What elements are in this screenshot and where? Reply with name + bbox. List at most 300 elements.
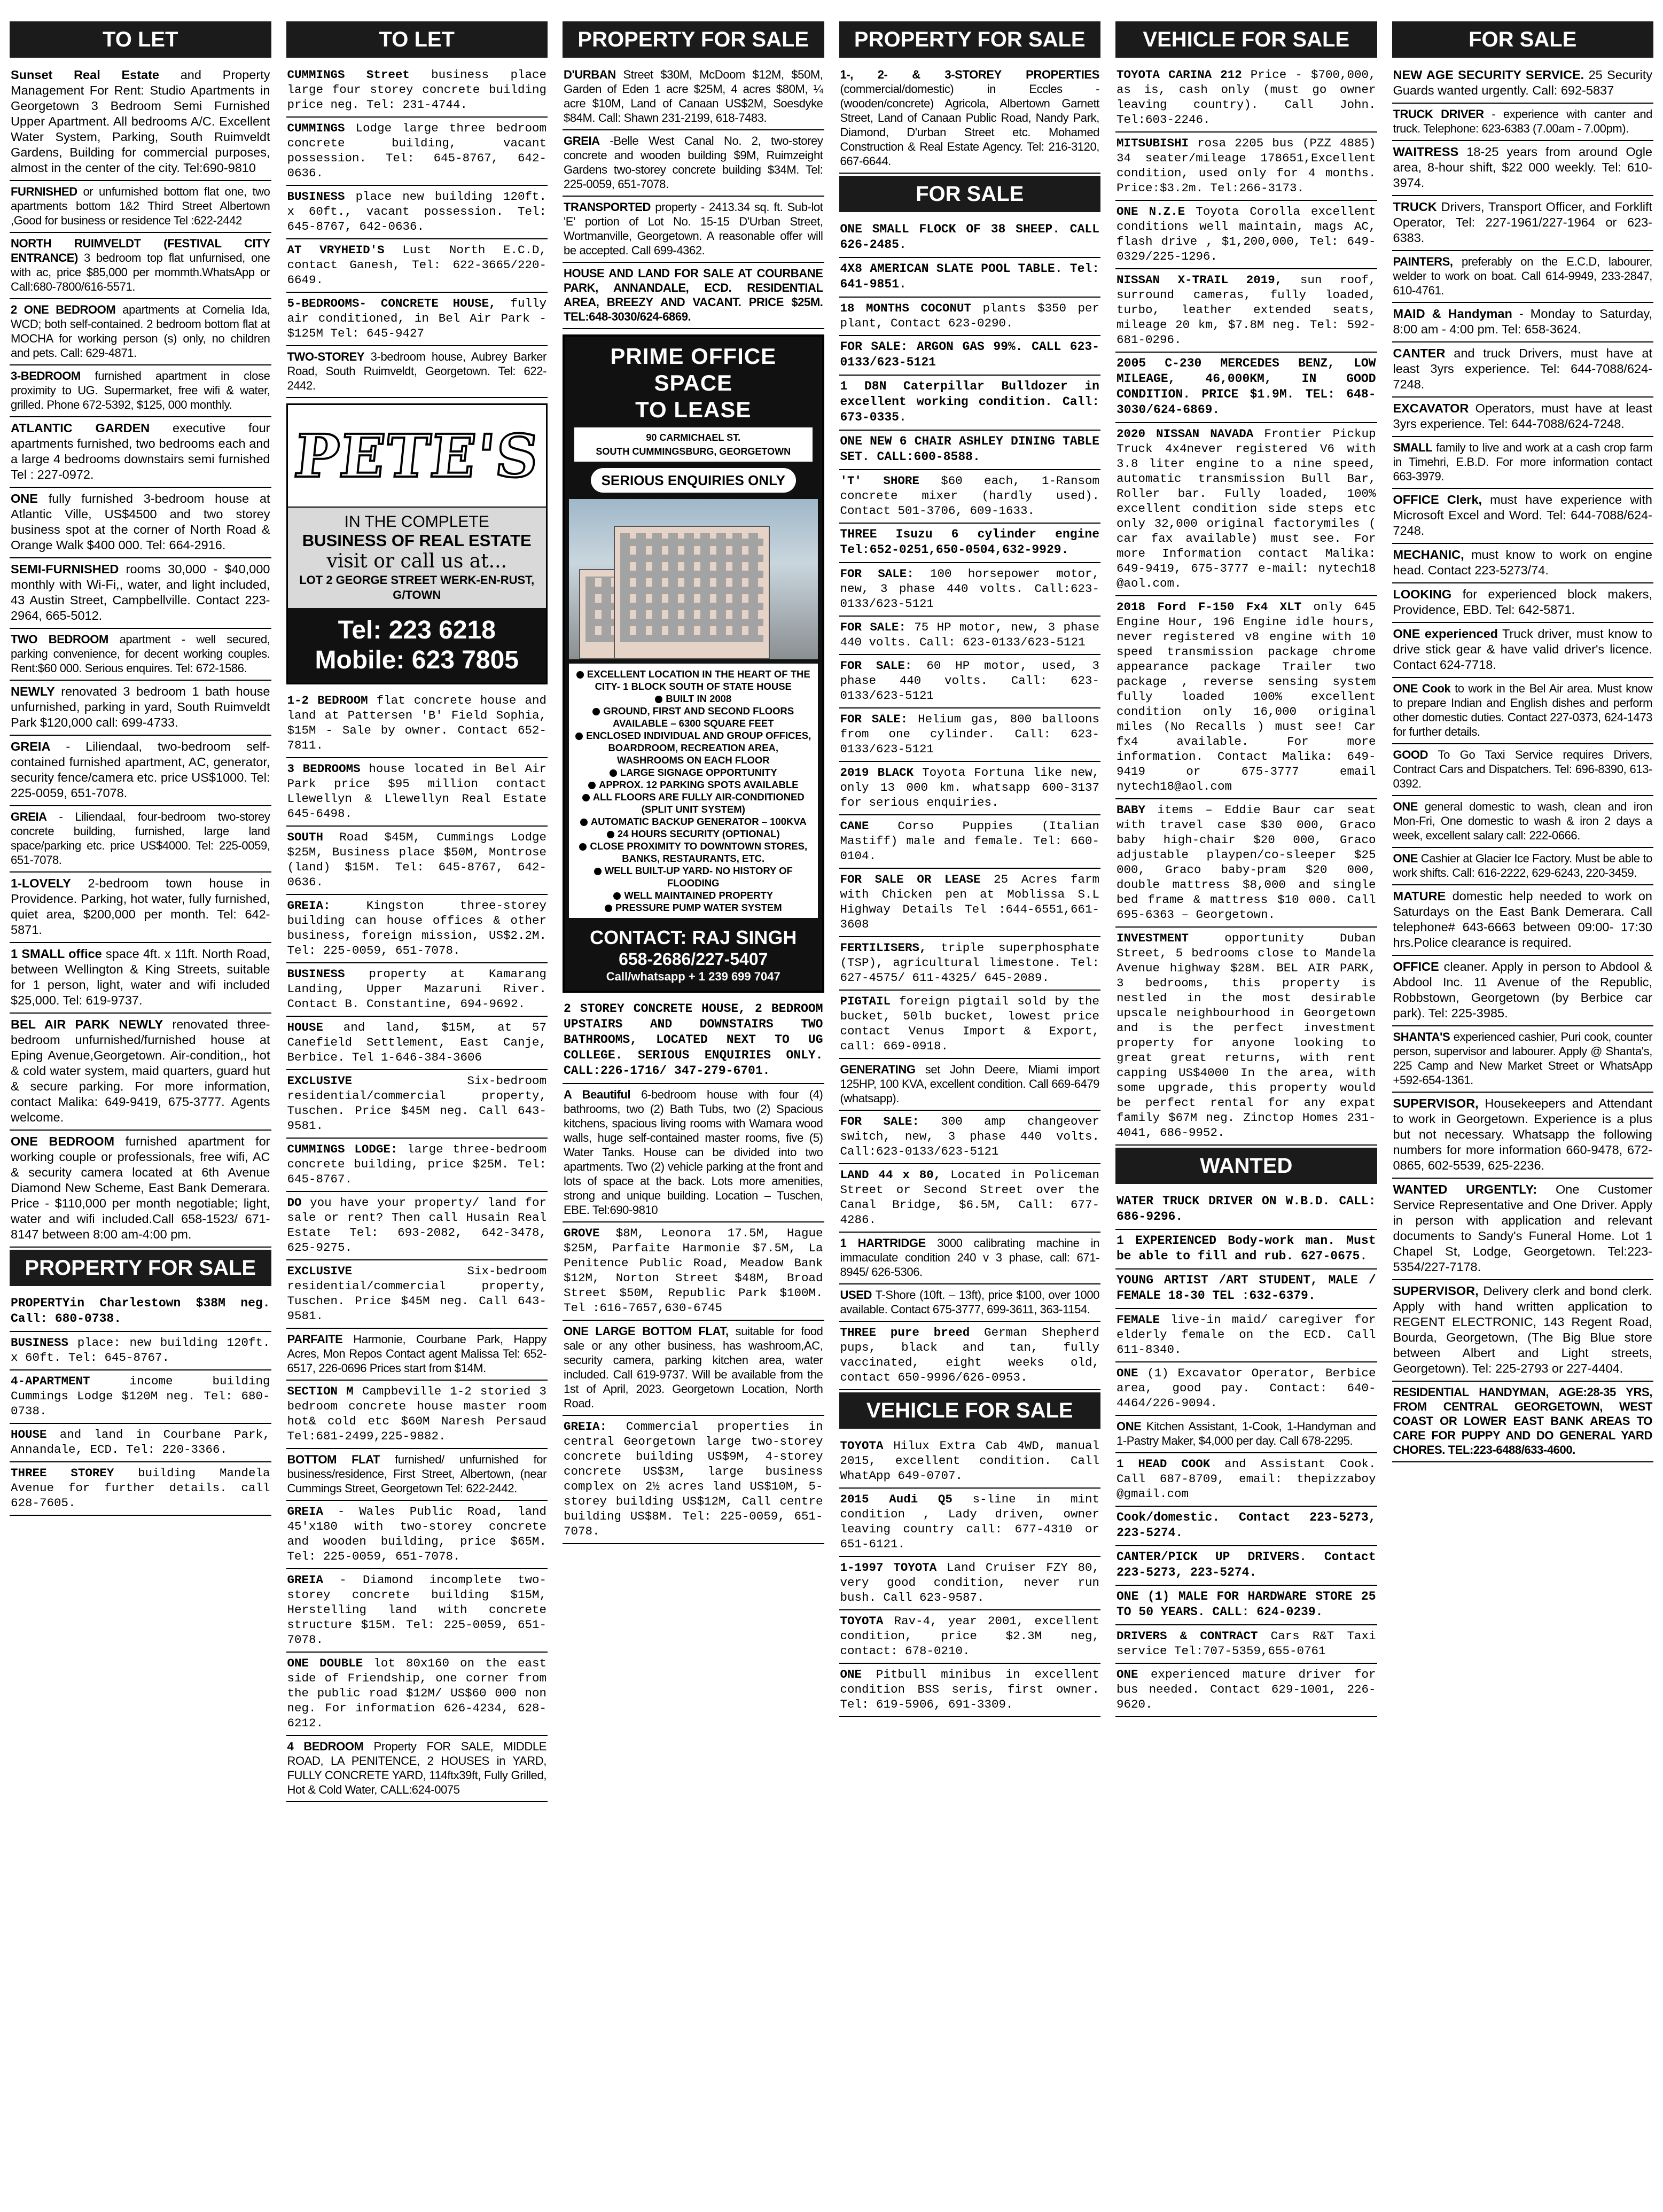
ad-body: property at Kamarang Landing, Upper Mazaruni River. Contact B. Constantine, 694-9692. xyxy=(287,967,546,1011)
ad-body: Lust North E.C.D, contact Ganesh, Tel: 622-3665/220-6649. xyxy=(287,243,546,287)
ad-headline: PROPERTYin xyxy=(11,1296,85,1310)
ad-body: Toyota Corolla excellent conditions well maintain, mags AC, flash drive , $1,200,000, Tel: 649-0329/225-1296. xyxy=(1117,205,1376,263)
bullet-icon xyxy=(575,733,583,740)
ad-headline: ONE SMALL FLOCK OF 38 SHEEP. CALL 626-2485. xyxy=(840,222,1099,252)
office-address xyxy=(574,427,813,462)
classified-ad xyxy=(839,524,1101,563)
ad-body: business place large four storey concrete building price neg. Tel: 231-4744. xyxy=(287,68,546,112)
office-feature-text: LARGE SIGNAGE OPPORTUNITY xyxy=(620,767,777,778)
column-for-sale-jobs xyxy=(1392,21,1654,2201)
classified-ad xyxy=(839,1059,1101,1111)
bullet-icon xyxy=(655,696,662,703)
ad-body: - Diamond incomplete two-storey concrete building $15M, Herstelling land with concrete structure $15M. Tel: 225-0059, 651-7078. xyxy=(287,1573,546,1647)
classified-ad xyxy=(1115,1230,1377,1269)
serious-enquiries-badge: SERIOUS ENQUIRIES ONLY xyxy=(591,468,796,493)
column-to-let-2 xyxy=(286,21,548,2201)
classified-ad xyxy=(10,806,271,873)
classified-ad xyxy=(286,1260,548,1329)
classified-ad xyxy=(1115,64,1377,133)
ad-body: experienced mature driver for bus needed. Contact 629-1001, 226-9620. xyxy=(1117,1668,1376,1711)
classified-ad xyxy=(1392,1093,1654,1179)
classified-ad xyxy=(10,1292,271,1332)
classified-ad xyxy=(286,1017,548,1070)
ad-body: T-Shore (10ft. – 13ft), price $100, over 1000 available. Contact 675-3777, 699-3611, 363-1154. xyxy=(840,1288,1099,1316)
ad-body: Kitchen Assistant, 1-Cook, 1-Handyman and 1-Pastry Maker, $4,000 per day. Call 678-2295. xyxy=(1117,1420,1376,1447)
petes-line: BUSINESS OF REAL ESTATE xyxy=(302,531,532,550)
ad-body: Six-bedroom residential/commercial property, Tuschen. Price $45M neg. Call 643-9581. xyxy=(287,1264,546,1323)
ad-body: only 645 Engine Hour, 196 Engine idle hours, never registered v8 engine with 10 speed transmission package chrome appearance package Trailer two package , reverse sensing system fully loaded 100% excellent condition only 16,000 original miles (No Recalls ) must see! Car fx4 available. For more information. Contact Malika: 649-9419 or 675-3777 email nytech18@aol.com xyxy=(1117,600,1376,793)
petes-line: IN THE COMPLETE xyxy=(344,513,489,531)
section-title: VEHICLE FOR SALE xyxy=(1115,21,1377,58)
ad-body: building Mandela Avenue for further details. call 628-7605. xyxy=(11,1466,270,1510)
ad-headline: 1 HEAD COOK xyxy=(1117,1457,1211,1471)
ad-headline: 4X8 AMERICAN SLATE POOL TABLE. Tel: 641-9851. xyxy=(840,262,1099,291)
classified-ad xyxy=(839,258,1101,298)
ad-headline: FOR SALE: xyxy=(840,620,906,634)
ad-body: fully air conditioned, in Bel Air Park - $125M Tel: 645-9427 xyxy=(287,297,547,340)
ad-headline: HOUSE xyxy=(287,1021,324,1034)
office-address-line: SOUTH CUMMINGSBURG, GEORGETOWN xyxy=(596,446,791,457)
classified-ad xyxy=(286,1070,548,1139)
ad-headline: TRUCK xyxy=(1393,200,1437,214)
office-feature-text: ENCLOSED INDIVIDUAL AND GROUP OFFICES, BOARDROOM, RECREATION AREA, WASHROOMS ON EACH FLOOR xyxy=(586,730,811,766)
ad-headline: HOUSE AND LAND FOR SALE AT COURBANE PARK, ANNANDALE, ECD. RESIDENTIAL AREA, BREEZY AND VACANT. PRICE $25M. TEL:648-3030/624-6869. xyxy=(564,267,823,323)
ad-headline: 2020 NISSAN NAVADA xyxy=(1117,427,1254,441)
classified-ad xyxy=(10,181,271,233)
ad-body: rooms 30,000 - $40,000 monthly with Wi-Fi,, water, and light included, 43 Austin Street, Campbellville. Contact 223-2964, 665-5012. xyxy=(11,562,270,622)
classified-ad xyxy=(839,1664,1101,1717)
ad-body: One Customer Service Representative and One Driver. Apply in person with application and relevant documents to Sandy's Funeral Home. Lot 1 Chapel St, Lodge, Georgetown. Tel:223-5354/227-7178. xyxy=(1393,1182,1653,1274)
ad-body: Housekeepers and Attendant to work in Georgetown. Experience is a plus but not necessary. Whatsapp the following numbers for more information 660-9478, 672-0865, 602-5539, 625-2236. xyxy=(1393,1096,1652,1172)
office-feature xyxy=(574,828,813,840)
ad-headline: 1-, 2- & 3-STOREY PROPERTIES xyxy=(840,68,1099,81)
ad-headline: 2 STOREY CONCRETE HOUSE, 2 BEDROOM UPSTAIRS AND DOWNSTAIRS TWO BATHROOMS, LOCATED NEXT TO UG COLLEGE. SERIOUS ENQUIRIES ONLY. CALL:226-1716/ 347-279-6701. xyxy=(564,1002,823,1078)
classified-ad xyxy=(286,1736,548,1802)
ad-headline: 2019 BLACK xyxy=(840,766,914,780)
ad-body: 60 HP motor, used, 3 phase 440 volts. Call: 623-0133/623-5121 xyxy=(840,659,1100,703)
ad-headline: FOR SALE: xyxy=(840,659,912,673)
ad-body: Street $30M, McDoom $12M, $50M, Garden of Eden 1 acre $25M, 4 acres $80M, ¼ acre $10M, Land of Canaan US$2M, Soesdyke $84M. Call: Shawn 231-2199, 618-7483. xyxy=(564,68,823,124)
ad-headline: GREIA xyxy=(287,1505,324,1518)
ad-body: fully furnished 3-bedroom house at Atlantic Ville, US$4500 and two storey business spot at the corner of North Road & Orange Walk $400 000. Tel: 664-2916. xyxy=(11,492,270,552)
ad-headline: 18 MONTHS COCONUT xyxy=(840,301,971,315)
ad-headline: 5-BEDROOMS- CONCRETE HOUSE, xyxy=(287,297,496,310)
classified-ad xyxy=(1115,1416,1377,1453)
petes-mobile: Mobile: 623 7805 xyxy=(315,646,519,674)
classified-ad xyxy=(10,233,271,299)
ad-body: cleaner. Apply in person to Abdool & Abdool Inc. 11 Avenue of the Republic, Robbstown, Georgetown (by Berbice car park). Tel: 225-3985. xyxy=(1393,960,1652,1020)
bullet-icon xyxy=(588,782,596,789)
classified-ad xyxy=(1115,1269,1377,1309)
ad-headline: 1-1997 TOYOTA xyxy=(840,1561,937,1575)
ad-body: 6-bedroom house with four (4) bathrooms, two (2) Bath Tubs, two (2) Spacious kitchens, spacious living rooms with Wamara wood walls, huge self-contained master rooms, five (5) Water Tanks. House can be divided into two apartments. Two (2) vehicle parking at the front and lots of space at the back. Lots more amenities, strong and unique building. Location – Tuschen, EBE. Tel:690-9810 xyxy=(564,1088,823,1217)
bullet-icon xyxy=(580,819,588,826)
ad-headline: FOR SALE: xyxy=(840,712,908,726)
classified-ad xyxy=(10,736,271,806)
classified-ad xyxy=(10,1014,271,1131)
ad-headline: BUSINESS xyxy=(287,967,345,981)
section-title: VEHICLE FOR SALE xyxy=(839,1392,1101,1429)
ad-body: Frontier Pickup Truck 4x4never registered V6 with 3.8 liter engine to a nine speed, automatic transmission Bull Bar, Roller bar. Fully loaded, 100% excellent condition side steps etc only 32,000 original factorymiles ( car fax available) must see. For more Information contact Malika: 649-9419, 675-3777 e-mail: nytech18 @aol.com. xyxy=(1117,427,1376,590)
ad-headline: ONE experienced xyxy=(1393,627,1498,641)
ad-headline: MECHANIC, xyxy=(1393,548,1464,562)
building-shape xyxy=(614,526,770,659)
classified-ad xyxy=(563,1416,824,1544)
ad-body: Drivers, Transport Officer, and Forklift Operator, Tel: 227-1961/227-1964 or 623-6383. xyxy=(1393,200,1652,245)
classified-ad xyxy=(1392,678,1654,744)
office-title: TO LEASE xyxy=(635,397,752,422)
classified-ad xyxy=(1392,956,1654,1026)
classified-ad xyxy=(839,376,1101,431)
ad-headline: WANTED URGENTLY: xyxy=(1393,1182,1537,1196)
ad-body: domestic help needed to work on Saturdays on the East Bank Demerara. Call telephone# 643-6663 between 09:00- 17:30 hrs.Police clearance is required. xyxy=(1393,889,1652,949)
classified-ad xyxy=(839,431,1101,470)
classified-ad xyxy=(839,1322,1101,1390)
ad-body: Truck driver, must know to drive stick gear & have valid driver's licence. Contact 624-7718. xyxy=(1393,627,1652,672)
ad-headline: NORTH RUIMVELDT (FESTIVAL CITY ENTRANCE) xyxy=(11,237,270,264)
ad-headline: FOR SALE: ARGON GAS 99%. CALL 623-0133/623-5121 xyxy=(840,340,1099,369)
ad-body: 3-bedroom house, Aubrey Barker Road, South Ruimveldt, Georgetown. Tel: 622-2442. xyxy=(287,350,546,392)
ad-headline: CUMMINGS xyxy=(287,121,345,135)
ad-headline: LAND 44 x 80, xyxy=(840,1168,941,1182)
ad-body: for experienced block makers, Providence, EBD. Tel: 642-5871. xyxy=(1393,587,1652,617)
classified-ad xyxy=(839,1435,1101,1489)
ad-body: suitable for food sale or any other business, has washroom,AC, security camera, parking kitchen area, water included. Call 619-9737. Will be available from the 1st of April, 2023. Georgetown Location, North Road. xyxy=(564,1325,823,1410)
ad-body: triple superphosphate (TSP), agricultural limestone. Tel: 627-4575/ 611-4325/ 645-2089. xyxy=(840,941,1099,985)
classified-ad xyxy=(1392,141,1654,196)
ad-body: - Wales Public Road, land 45'x180 with two-storey concrete and wooden building, price $65M. Tel: 225-0059, 651-7078. xyxy=(287,1505,546,1563)
office-feature-text: PRESSURE PUMP WATER SYSTEM xyxy=(615,902,782,913)
classified-ad xyxy=(1115,1507,1377,1546)
office-contact-whatsapp: Call/whatsapp + 1 239 699 7047 xyxy=(606,970,780,983)
petes-address: LOT 2 GEORGE STREET WERK-EN-RUST, G/TOWN xyxy=(299,573,535,602)
classified-ad xyxy=(1115,1586,1377,1625)
classified-ad xyxy=(1115,1625,1377,1664)
ad-headline: GENERATING xyxy=(840,1063,916,1076)
ad-headline: RESIDENTIAL HANDYMAN, AGE:28-35 YRS, FROM CENTRAL GEORGETOWN, WEST COAST OR LOWER EAST BANK AREAS TO CARE FOR PUPPY AND DO GENERAL YARD CHORES. TEL:223-6488/633-4600. xyxy=(1393,1385,1652,1457)
classified-ad xyxy=(10,681,271,736)
ad-headline: WATER TRUCK DRIVER ON W.B.D. CALL: 686-9296. xyxy=(1117,1194,1376,1224)
ad-headline: LOOKING xyxy=(1393,587,1452,601)
classified-ad xyxy=(286,1329,548,1381)
bullet-icon xyxy=(576,671,584,679)
classified-ad xyxy=(1115,423,1377,596)
ad-headline: YOUNG ARTIST /ART STUDENT, MALE / FEMALE 18-30 TEL :632-6379. xyxy=(1117,1273,1376,1303)
office-contact-phones: 658-2686/227-5407 xyxy=(619,949,768,969)
office-feature-text: ALL FLOORS ARE FULLY AIR-CONDITIONED (SPLIT UNIT SYSTEM) xyxy=(592,791,805,815)
ad-body: set John Deere, Miami import 125HP, 100 KVA, excellent condition. Call 669-6479 (whatsapp). xyxy=(840,1063,1099,1105)
classified-ad xyxy=(10,365,271,417)
classified-ad xyxy=(286,346,548,398)
classified-ad xyxy=(1115,1453,1377,1507)
petes-real-estate-ad xyxy=(286,403,548,684)
ad-body: $60 each, 1-Ransom concrete mixer (hardly used). Contact 501-3706, 609-1633. xyxy=(840,474,1099,518)
classified-ad xyxy=(839,869,1101,937)
ad-body: Kingston three-storey building can house offices & other business, foreign mission, US$2.2M. Tel: 225-0059, 651-7078. xyxy=(287,899,546,957)
ad-body: renovated three-bedroom unfurnished/furnished house at Eping Avenue,Georgetown. Air-condition,, hot & cold water system, maid quarters, guard hut & secure parking. For more information, contact Malika: 649-9419, 675-3777. Agents welcome. xyxy=(11,1017,270,1124)
ad-body: Campbeville 1-2 storied 3 bedroom concrete house master room hot& cold etc $60M Naresh Persaud Tel:681-2499,225-9882. xyxy=(287,1384,546,1443)
classified-ad xyxy=(10,64,271,181)
ad-headline: 1-LOVELY xyxy=(11,876,71,890)
classified-ad xyxy=(839,617,1101,655)
classified-ad xyxy=(1115,1362,1377,1416)
classified-ad xyxy=(1115,1309,1377,1362)
ad-headline: 4 BEDROOM xyxy=(287,1740,364,1753)
classified-ad xyxy=(286,1501,548,1569)
ad-body: - Monday to Saturday, 8:00 am - 4:00 pm. Tel: 658-3624. xyxy=(1393,307,1652,336)
ad-headline: 4-APARTMENT xyxy=(11,1374,90,1388)
ad-body: (commercial/domestic) in Eccles - (wooden/concrete) Agricola, Albertown Garnett Street, Land of Canaan Public Road, Nandy Park, Diamond, D'urban Street etc. Mohamed Construction & Real Estate Agency. Tel: 216-3120, 667-6644. xyxy=(840,82,1099,168)
classified-ad xyxy=(286,293,548,346)
column-property-for-sale-1 xyxy=(563,21,824,2201)
ad-headline: FOR SALE OR LEASE xyxy=(840,873,981,886)
bullet-icon xyxy=(582,794,590,801)
ad-body: Operators, must have at least 3yrs experience. Tel: 644-7088/624-7248. xyxy=(1393,401,1652,431)
ad-headline: BUSINESS xyxy=(287,190,345,204)
classified-ad xyxy=(1392,303,1654,342)
ad-body: and truck Drivers, must have at least 3yrs experience. Tel: 644-7088/624-7248. xyxy=(1393,346,1652,391)
ad-headline: TWO-STOREY xyxy=(287,350,365,363)
ad-body: Property FOR SALE, MIDDLE ROAD, LA PENITENCE, 2 HOUSES in YARD, FULLY CONCRETE YARD, 114ftx39ft, Fully Grilled, Hot & Cold Water, CALL:624-0075 xyxy=(287,1740,546,1796)
office-feature xyxy=(574,864,813,889)
ad-headline: ONE N.Z.E xyxy=(1117,205,1185,219)
classified-ad xyxy=(839,1489,1101,1557)
ad-body: 300 amp changeover switch, new, 3 phase 440 volts. Call:623-0133/623-5121 xyxy=(840,1115,1099,1158)
ad-headline: WAITRESS xyxy=(1393,145,1459,159)
ad-body: Road $45M, Cummings Lodge $25M, Business place $50M, Montrose (land) $15M. Tel: 645-8767, 642-0636. xyxy=(287,830,546,889)
ad-headline: 1-2 BEDROOM xyxy=(287,694,368,707)
section-title: FOR SALE xyxy=(839,176,1101,212)
classified-ad xyxy=(286,895,548,963)
ad-body: apartments at Cornelia Ida, WCD; both self-contained. 2 bedroom bottom flat at MOCHA for working person (s) only, no children and pets. Call: 629-4871. xyxy=(11,303,270,360)
ad-body: and Property Management For Rent: Studio Apartments in Georgetown 3 Bedroom Semi Furnished Upper Apartment. All bedrooms A/C. Excellent Water System, Parking, South Ruimveldt Gardens, Building for commercial purposes, almost in the center of the city. Tel:690-9810 xyxy=(11,68,270,175)
classified-ad xyxy=(839,762,1101,815)
ad-body: rosa 2205 bus (PZZ 4885) 34 seater/mileage 178651,Excellent condition, used only for 4 months. Price:$3.2m. Tel:266-3173. xyxy=(1117,136,1376,195)
classified-ad xyxy=(286,690,548,758)
classified-ad xyxy=(1115,201,1377,269)
office-space-ad xyxy=(563,334,824,993)
ad-headline: TRANSPORTED xyxy=(564,200,651,214)
ad-headline: EXCAVATOR xyxy=(1393,401,1469,415)
ad-headline: 3-BEDROOM xyxy=(11,369,81,383)
petes-line: visit or call us at... xyxy=(326,550,508,572)
classified-ad xyxy=(286,1449,548,1501)
ad-body: Delivery clerk and bond clerk. Apply with hand written application to REGENT ELECTRONIC, 143 Regent Road, Bourda, Georgetown, (The Big Blue store between Albert and Light streets, Georgetown). Tel: 225-2793 or 227-4404. xyxy=(1393,1284,1652,1375)
office-feature xyxy=(574,668,813,692)
classified-ad xyxy=(286,118,548,186)
column-property-for-sale-2 xyxy=(839,21,1101,2201)
ad-body: 18-25 years from around Ogle area, 8-hour shift, $22 000 weekly. Tel: 610-3974. xyxy=(1393,145,1652,190)
classified-ad xyxy=(1392,251,1654,303)
classified-ad xyxy=(1115,596,1377,799)
ad-headline: SUPERVISOR, xyxy=(1393,1284,1479,1298)
petes-logo-text: PETE'S xyxy=(291,421,543,490)
ad-body: or unfurnished bottom flat one, two apartments bottom 1&2 Third Street Albertown ,Good for business or residence Tel :622-2442 xyxy=(11,185,270,227)
ad-body: apartment - well secured, parking convenience, for decent working couples. Rent:$60 000. Serious enquires. Tel: 672-1586. xyxy=(11,633,270,675)
ad-headline: PAINTERS, xyxy=(1393,255,1453,268)
ad-body: -Belle West Canal No. 2, two-storey concrete and wooden building $9M, Ruimzeight Gardens two-storey concrete building $34M. Tel: 225-0059, 651-7078. xyxy=(564,134,823,191)
ad-body: 3 bedroom top flat unfurnised, one with ac, price $85,000 per mommth.WhatsApp or Call:680-7800/616-5571. xyxy=(11,251,270,293)
ad-body: Rav-4, year 2001, excellent condition, price $2.3M neg, contact: 678-0210. xyxy=(840,1614,1099,1658)
classified-ad xyxy=(1115,799,1377,928)
ad-headline: OFFICE Clerk, xyxy=(1393,493,1482,507)
classified-ad xyxy=(1392,1280,1654,1382)
classified-ad xyxy=(286,64,548,118)
classified-ad xyxy=(1115,353,1377,423)
classified-ad xyxy=(286,963,548,1017)
classified-ad xyxy=(1115,1546,1377,1586)
ad-body: Charlestown $38M neg. Call: 680-0738. xyxy=(11,1296,270,1326)
section-title: TO LET xyxy=(10,21,271,58)
classified-ad xyxy=(10,629,271,681)
ad-body: Corso Puppies (Italian Mastiff) male and female. Tel: 660-0104. xyxy=(840,819,1099,863)
ad-body: 75 HP motor, new, 3 phase 440 volts. Call: 623-0133/623-5121 xyxy=(840,620,1099,649)
classified-ad xyxy=(563,998,824,1084)
classified-ad xyxy=(286,827,548,895)
classified-ad xyxy=(286,1653,548,1736)
office-feature xyxy=(574,815,813,828)
petes-logo xyxy=(288,405,546,508)
ad-headline: BABY xyxy=(1117,803,1146,817)
ad-headline: 1 HARTRIDGE xyxy=(840,1236,926,1250)
petes-info xyxy=(288,508,546,608)
ad-headline: MITSUBISHI xyxy=(1117,136,1189,150)
office-feature xyxy=(574,729,813,766)
classified-ad xyxy=(10,558,271,629)
classified-ad xyxy=(1115,133,1377,201)
ad-headline: SECTION M xyxy=(287,1384,354,1398)
classified-ad xyxy=(1392,398,1654,437)
classified-ad xyxy=(286,1381,548,1449)
ad-headline: MAID & Handyman xyxy=(1393,307,1512,321)
office-feature-text: WELL BUILT-UP YARD- NO HISTORY OF FLOODING xyxy=(604,865,793,889)
classified-ad xyxy=(286,1139,548,1192)
ad-headline: TOYOTA xyxy=(840,1439,884,1453)
office-feature-text: BUILT IN 2008 xyxy=(666,693,732,704)
ad-headline: SOUTH xyxy=(287,830,324,844)
office-feature-text: 24 HOURS SECURITY (OPTIONAL) xyxy=(617,828,780,839)
ad-headline: ONE xyxy=(840,1668,862,1681)
ad-headline: OFFICE xyxy=(1393,960,1439,973)
ad-body: Land Cruiser FZY 80, very good condition, never run bush. Call 623-9587. xyxy=(840,1561,1100,1605)
ad-headline: ATLANTIC GARDEN xyxy=(11,421,150,435)
bullet-icon xyxy=(607,831,614,838)
petes-tel: Tel: 223 6218 xyxy=(338,616,496,644)
office-feature-text: EXCELLENT LOCATION IN THE HEART OF THE CITY- 1 BLOCK SOUTH OF STATE HOUSE xyxy=(587,668,810,692)
ad-headline: TOYOTA CARINA 212 xyxy=(1117,68,1242,82)
office-address-line: 90 CARMICHAEL ST. xyxy=(646,432,741,443)
ad-body: 25 Security Guards wanted urgently. Call: 692-5837 xyxy=(1393,68,1652,97)
ad-body: Cars R&T Taxi service Tel:707-5359,655-0761 xyxy=(1117,1629,1376,1658)
ad-headline: ONE LARGE BOTTOM FLAT, xyxy=(564,1325,729,1338)
ad-body: items – Eddie Baur car seat with travel case $30 000, Graco baby high-chair $20 000, Graco adjustable playpen/co-sleeper $25 000, Graco baby-pram $20 000, double mattress $8,000 and single bed frame & mattress $10 000. Call 695-6363 – Georgetown. xyxy=(1117,803,1376,922)
ad-headline: D'URBAN xyxy=(564,68,616,81)
classified-ad xyxy=(1392,64,1654,104)
ad-body: experienced cashier, Puri cook, counter person, supervisor and labourer. Apply @ Shanta's, 225 Camp and New Market Street or WhatsApp +592-654-1361. xyxy=(1393,1030,1652,1087)
classified-ad xyxy=(1392,544,1654,583)
ad-body: plants $350 per plant, Contact 623-0290. xyxy=(840,301,1099,330)
ad-headline: THREE Isuzu 6 cylinder engine Tel:652-0251,650-0504,632-9929. xyxy=(840,527,1099,557)
ad-body: opportunity Duban Street, 5 bedrooms close to Mandela Avenue highway $28M. BEL AIR PARK, 3 bedrooms, this property is nestled in the most desirable upscale neighbourhood in Georgetown and is the perfect investment property for anyone looking to great great returns, with rent capping US$4000 In the area, with some upgrade, this property would be perfect rental for any expat family $67M neg. Zinctop Homes 231-4041, 686-9952. xyxy=(1117,931,1376,1140)
ad-headline: 2015 Audi Q5 xyxy=(840,1492,952,1506)
classified-ad xyxy=(839,1610,1101,1664)
ad-body: family to live and work at a cash crop farm in Timehri, E.B.D. For more information contact 663-3979. xyxy=(1393,441,1652,483)
ad-body: Helium gas, 800 balloons from one cylinder. Call: 623-0133/623-5121 xyxy=(840,712,1099,756)
classified-ad xyxy=(1392,196,1654,251)
office-feature xyxy=(574,778,813,791)
ad-headline: NEWLY xyxy=(11,684,55,698)
classified-ad xyxy=(10,1462,271,1516)
ad-headline: 'T' SHORE xyxy=(840,474,919,488)
ad-headline: NEW AGE SECURITY SERVICE. xyxy=(1393,68,1584,82)
classified-ad xyxy=(1392,1179,1654,1280)
classified-ad xyxy=(839,470,1101,524)
classified-ad xyxy=(1392,583,1654,623)
ad-headline: BUSINESS xyxy=(11,1336,69,1350)
ad-body: sun roof, surround cameras, fully loaded, turbo, leather extended seats, mileage 20 km, $7.8M neg. Tel: 592-681-0296. xyxy=(1117,273,1376,347)
ad-body: 2-bedroom town house in Providence. Parking, hot water, fully furnished, quiet area, $200,000 per month. Tel: 642-5871. xyxy=(11,876,270,937)
ad-body: German Shepherd pups, black and tan, fully vaccinated, eight weeks old, contact 650-9996/626-0953. xyxy=(840,1326,1099,1384)
ad-body: foreign pigtail sold by the bucket, 50lb bucket, lowest price contact Venus Import & Export, call: 669-0918. xyxy=(840,994,1099,1053)
ad-body: - experience with canter and truck. Telephone: 623-6383 (7.00am - 7.00pm). xyxy=(1393,107,1652,135)
ad-body: to work in the Bel Air area. Must know to prepare Indian and English dishes and perform other domestic duties. Contact 227-0373, 624-1473 for further details. xyxy=(1393,682,1653,738)
bullet-icon xyxy=(579,843,587,851)
classified-ad xyxy=(286,186,548,239)
section-title: TO LET xyxy=(286,21,548,58)
ad-body: Lodge large three bedroom concrete building, vacant possession. Tel: 645-8767, 642-0636. xyxy=(287,121,546,180)
office-feature xyxy=(574,791,813,815)
office-features xyxy=(569,664,818,918)
classified-ad xyxy=(839,991,1101,1059)
column-vehicle-for-sale xyxy=(1115,21,1377,2201)
ad-headline: Cook/domestic. Contact 223-5273, 223-5274. xyxy=(1117,1510,1376,1540)
classified-ad xyxy=(10,299,271,365)
ad-body: live-in maid/ caregiver for elderly female on the ECD. Call 611-8340. xyxy=(1117,1313,1376,1357)
ad-body: $8M, Leonora 17.5M, Hague $25M, Parfaite Harmonie $7.5M, La Penitence Public Road, Meadow Bank $12M, Norton Street $48M, Broad Street $50M, Republic Park $100M. Tel :616-7657,630-6745 xyxy=(564,1226,823,1315)
classified-ad xyxy=(839,1164,1101,1233)
ad-headline: FOR SALE: xyxy=(840,567,914,581)
bullet-icon xyxy=(605,905,612,912)
ad-headline: 1 SMALL office xyxy=(11,947,102,961)
ad-headline: 1 EXPERIENCED Body-work man. Must be able to fill and rub. 627-0675. xyxy=(1117,1234,1376,1263)
ad-body: and Assistant Cook. Call 687-8709, email: thepizzaboy @gmail.com xyxy=(1117,1457,1376,1501)
ad-body: Harmonie, Courbane Park, Happy Acres, Mon Repos Contact agent Malissa Tel: 652-6517, 226-0696 Prices start from $14M. xyxy=(287,1333,546,1375)
classified-ad xyxy=(10,488,271,558)
ad-body: property - 2413.34 sq. ft. Sub-lot 'E' portion of Lot No. 15-15 D'Urban Street, Wortmanville, Georgetown. A reasonable offer will be accepted. Call 699-4362. xyxy=(564,200,823,257)
column-to-let-1 xyxy=(10,21,271,2201)
classified-ad xyxy=(563,1222,824,1321)
ad-headline: GROVE xyxy=(564,1226,600,1240)
ad-body: Commercial properties in central Georgetown large two-storey concrete building US$9M, 4-storey concrete US$3M, large business complex on 2½ acres land US$10M, 5-storey building US$12M, Call centre building US$8M. Tel: 225-0059, 651-7078. xyxy=(564,1420,823,1538)
ad-body: To Go Taxi Service requires Drivers, Contract Cars and Dispatchers. Tel: 696-8390, 613-0392. xyxy=(1393,748,1652,790)
ad-body: (1) Excavator Operator, Berbice area, good pay. Contact: 640-4464/226-9094. xyxy=(1117,1366,1376,1410)
ad-headline: ONE DOUBLE xyxy=(287,1656,363,1670)
ad-body: lot 80x160 on the east side of Friendship, one corner from the public road $12M/ US$60 000 non neg. For information 626-4234, 628-6212. xyxy=(287,1656,546,1730)
ad-headline: ONE Cook xyxy=(1393,682,1451,695)
ad-headline: 3 BEDROOMS xyxy=(287,762,361,776)
ad-body: - Liliendaal, four-bedroom two-storey concrete building, furnished, large land space/parking etc. price US$4000. Tel: 225-0059, 651-7078. xyxy=(11,810,270,867)
ad-headline: GREIA xyxy=(564,134,600,147)
ad-body: Hilux Extra Cab 4WD, manual 2015, excellent condition. Call WhatApp 649-0707. xyxy=(840,1439,1099,1483)
classified-ad xyxy=(1392,623,1654,678)
classified-ad xyxy=(10,1332,271,1370)
classified-ad xyxy=(1115,1190,1377,1230)
ad-body: 100 horsepower motor, new, 3 phase 440 volts. Call:623-0133/623-5121 xyxy=(840,567,1099,611)
ad-headline: NISSAN X-TRAIL 2019, xyxy=(1117,273,1283,287)
classified-ad xyxy=(563,263,824,329)
ad-headline: EXCLUSIVE xyxy=(287,1264,353,1278)
ad-headline: CUMMINGS LODGE: xyxy=(287,1142,398,1156)
